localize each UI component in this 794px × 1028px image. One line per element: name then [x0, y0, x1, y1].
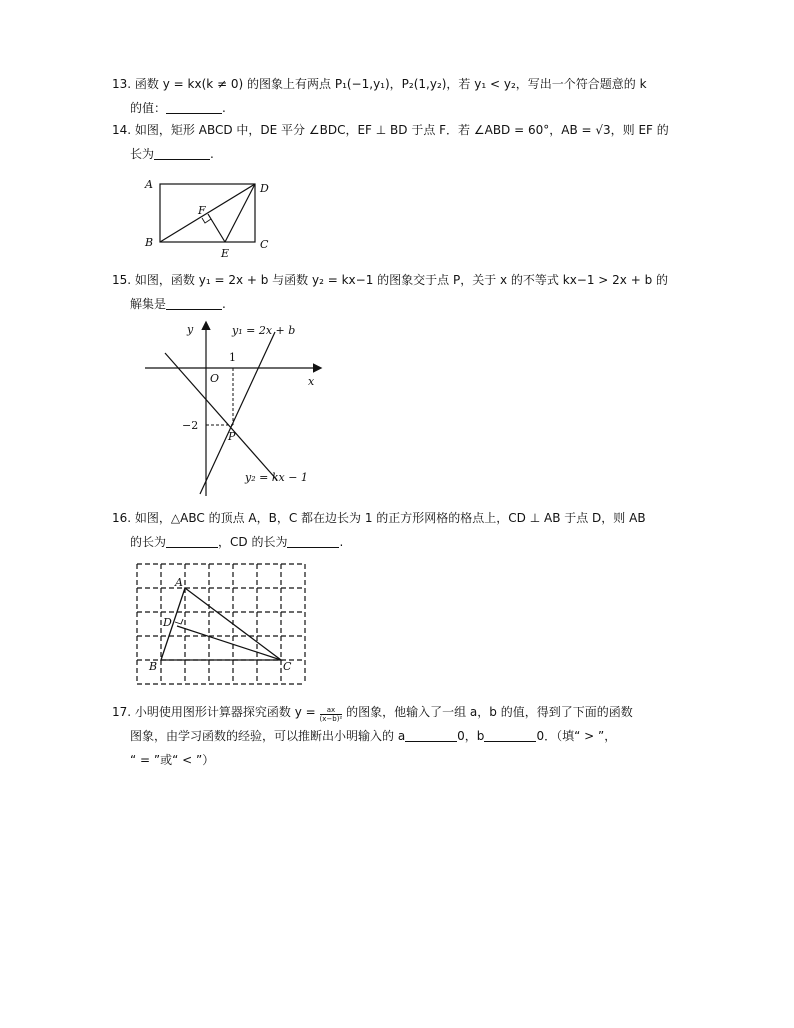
q14-line2: [112, 142, 712, 166]
q17-text-b: 0，b: [457, 729, 485, 743]
q15-number: 15.: [112, 273, 132, 287]
q14-number: 14.: [112, 123, 132, 137]
q16-period: .: [339, 535, 344, 549]
q16-line1: [112, 506, 712, 530]
q17-text-fill-hint: 0．（填“ > ”，: [536, 729, 617, 743]
triangle-abc: [161, 588, 281, 660]
q13-text: 函数 y = kx(k ≠ 0) 的图象上有两点 P₁(−1,y₁)，P₂(1,y₂)，若 y₁ < y₂，写出一个符合题意的 k: [134, 77, 647, 91]
q14-answer-blank[interactable]: [154, 145, 210, 160]
q13-number: 13.: [112, 77, 132, 91]
question-15: [112, 268, 712, 316]
q17-text-pre: 小明使用图形计算器探究函数 y =: [134, 705, 316, 719]
question-13: [112, 72, 712, 120]
question-14: [112, 118, 712, 166]
label-d: D: [163, 616, 172, 629]
q17-text-line3: “ = ”或“ < ”）: [130, 753, 215, 767]
q17-fraction: [320, 706, 343, 723]
q17-line2: [112, 724, 712, 748]
right-angle-mark-f: [202, 218, 211, 223]
question-16: [112, 506, 712, 554]
q16-figure-grid: [135, 562, 315, 692]
q14-text: 如图，矩形 ABCD 中，DE 平分 ∠BDC，EF ⊥ BD 于点 F．若 ∠ABD = 60°，AB = √3，则 EF 的: [134, 123, 669, 137]
q17-fraction-denominator: (x−b)²: [319, 715, 343, 723]
q17-fraction-numerator: ax: [320, 706, 343, 715]
q16-number: 16.: [112, 511, 132, 525]
label-line-y2: y₂ = kx − 1: [245, 471, 308, 484]
q14-line1: [112, 118, 712, 142]
question-17: [112, 700, 712, 772]
label-origin: O: [210, 372, 220, 385]
label-c: C: [260, 238, 269, 251]
segment-bd: [160, 184, 255, 242]
q17-answer-blank-b[interactable]: [484, 727, 536, 742]
q14-period: .: [210, 147, 214, 161]
q16-answer-prefix-ab: 的长为: [130, 535, 167, 549]
label-b: B: [145, 236, 154, 249]
q15-line2: [112, 292, 712, 316]
q15-answer-prefix: 解集是: [130, 297, 167, 311]
q16-answer-prefix-cd: ，CD 的长为: [218, 535, 288, 549]
label-f: F: [198, 204, 206, 217]
q16-answer-blank-ab[interactable]: [166, 533, 218, 548]
q17-line1: [112, 700, 712, 724]
label-tick-1: 1: [229, 351, 236, 364]
right-angle-mark-d: [175, 619, 183, 624]
q15-figure-graph: [140, 318, 330, 498]
q15-line1: [112, 268, 712, 292]
q13-line1: [112, 72, 712, 96]
q15-text: 如图，函数 y₁ = 2x + b 与函数 y₂ = kx−1 的图象交于点 P，关于 x 的不等式 kx−1 > 2x + b 的: [134, 273, 669, 287]
q16-line2: [112, 530, 712, 554]
segment-cd: [177, 626, 281, 660]
label-p: P: [228, 430, 236, 443]
q15-answer-blank[interactable]: [166, 295, 222, 310]
label-a: A: [175, 576, 183, 589]
q17-answer-blank-a[interactable]: [405, 727, 457, 742]
label-tick-neg2: −2: [182, 419, 199, 432]
label-y-axis: y: [187, 323, 194, 336]
label-c: C: [283, 660, 292, 673]
q13-answer-prefix: 的值：: [130, 101, 167, 115]
q17-number: 17.: [112, 705, 132, 719]
q16-answer-blank-cd[interactable]: [287, 533, 339, 548]
q17-text-post: 的图象，他输入了一组 a，b 的值，得到了下面的函数: [346, 705, 633, 719]
line-y2: [165, 353, 277, 480]
line-y1: [200, 332, 275, 494]
q13-answer-blank[interactable]: [166, 99, 222, 114]
segment-ef: [208, 214, 225, 242]
q13-period: .: [222, 101, 226, 115]
label-line-y1: y₁ = 2x + b: [232, 324, 296, 337]
q15-period: .: [222, 297, 226, 311]
q17-text-line2: 图象，由学习函数的经验，可以推断出小明输入的 a: [130, 729, 406, 743]
label-d: D: [260, 182, 269, 195]
q13-line2: [112, 96, 712, 120]
label-e: E: [221, 247, 230, 260]
q16-text: 如图，△ABC 的顶点 A，B，C 都在边长为 1 的正方形网格的格点上，CD ⊥ AB 于点 D，则 AB: [134, 511, 646, 525]
q17-line3: [112, 748, 712, 772]
label-b: B: [149, 660, 158, 673]
q14-answer-prefix: 长为: [130, 147, 155, 161]
label-x-axis: x: [308, 375, 315, 388]
q14-figure-rectangle: [140, 176, 300, 266]
label-a: A: [145, 178, 153, 191]
